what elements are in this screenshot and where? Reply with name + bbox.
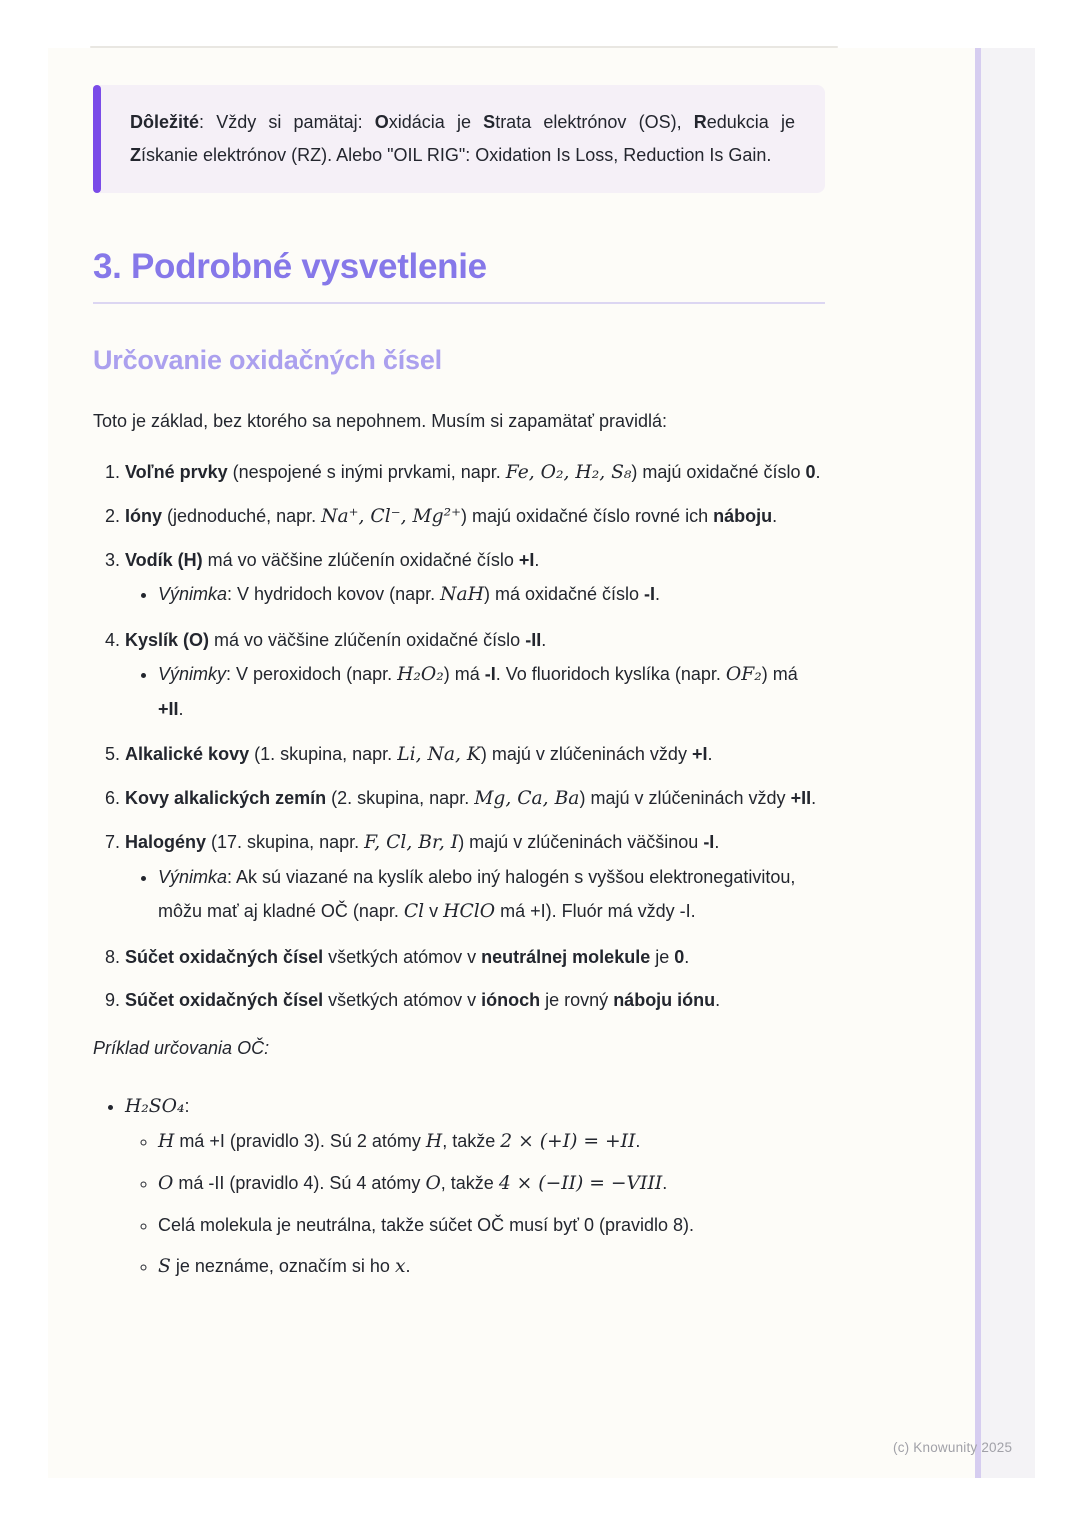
rule-exceptions-list <box>125 577 825 612</box>
example-step-4: ◦ S je neznáme, označím si ho x. <box>158 1249 825 1284</box>
example-label: Príklad určovania OČ: <box>93 1038 270 1058</box>
document-content <box>93 85 825 1291</box>
rule-exceptions-list <box>125 860 825 929</box>
example-steps-list <box>125 1124 825 1284</box>
example-step-1: ◦ H má +I (pravidlo 3). Sú 2 atómy H, takže 2 × (+I) = +II. <box>158 1124 825 1159</box>
rule-exception: • Výnimky: V peroxidoch (napr. H₂O₂) má -I. Vo fluoridoch kyslíka (napr. OF₂) má +II. <box>158 657 825 726</box>
rule-item-8 <box>125 940 825 974</box>
rule-text: Alkalické kovy (1. skupina, napr. Li, Na, K) majú v zlúčeninách vždy +I. <box>125 744 713 765</box>
example-compound-item <box>125 1089 825 1284</box>
rule-exception: • Výnimka: V hydridoch kovov (napr. NaH) má oxidačné číslo -I. <box>158 577 825 612</box>
example-compound: • H₂SO₄: <box>125 1096 190 1117</box>
example-step-2: ◦ O má -II (pravidlo 4). Sú 4 atómy O, takže 4 × (−II) = −VIII. <box>158 1166 825 1201</box>
rule-item-5 <box>125 737 825 772</box>
section-heading: 3. Podrobné vysvetlenie <box>93 247 487 286</box>
heading-divider <box>93 302 825 304</box>
rule-item-1 <box>125 455 825 490</box>
rule-item-3 <box>125 543 825 612</box>
rule-text: Kyslík (O) má vo väčšine zlúčenín oxidačné číslo -II. <box>125 630 547 650</box>
rule-item-4 <box>125 623 825 726</box>
rule-exceptions-list <box>125 657 825 726</box>
copyright-notice: (c) Knowunity 2025 <box>893 1440 1013 1455</box>
callout-text: Dôležité: Vždy si pamätaj: Oxidácia je Strata elektrónov (OS), Redukcia je Získanie elektrónov (RZ). Alebo "OIL RIG": Oxidation Is Loss, Reduction Is Gain. <box>130 112 795 165</box>
rule-text: Vodík (H) má vo väčšine zlúčenín oxidačné číslo +I. <box>125 550 540 570</box>
rule-item-9 <box>125 983 825 1017</box>
important-callout <box>93 85 825 193</box>
rule-item-6 <box>125 781 825 816</box>
rule-text: Súčet oxidačných čísel všetkých atómov v iónoch je rovný náboju iónu. <box>125 990 721 1010</box>
example-step-3: ◦ Celá molekula je neutrálna, takže súčet OČ musí byť 0 (pravidlo 8). <box>158 1208 825 1242</box>
rule-text: Voľné prvky (nespojené s inými prvkami, napr. Fe, O₂, H₂, S₈) majú oxidačné číslo 0. <box>125 462 821 483</box>
next-page-edge-panel <box>975 48 1035 1478</box>
rule-item-7 <box>125 825 825 929</box>
rule-text: Kovy alkalických zemín (2. skupina, napr. Mg, Ca, Ba) majú v zlúčeninách vždy +II. <box>125 788 817 809</box>
intro-paragraph: Toto je základ, bez ktorého sa nepohnem. Musím si zapamätať pravidlá: <box>93 411 668 431</box>
rules-list <box>93 455 825 1017</box>
subsection-heading: Určovanie oxidačných čísel <box>93 345 442 375</box>
example-list <box>93 1089 825 1284</box>
callout-accent-bar <box>93 85 101 193</box>
rule-item-2 <box>125 499 825 534</box>
rule-text: Súčet oxidačných čísel všetkých atómov v neutrálnej molekule je 0. <box>125 947 690 967</box>
rule-text: Halogény (17. skupina, napr. F, Cl, Br, I) majú v zlúčeninách väčšinou -I. <box>125 832 720 853</box>
rule-exception: • Výnimka: Ak sú viazané na kyslík alebo iný halogén s vyššou elektronegativitou, môžu mať aj kladné OČ (napr. Cl v HClO má +I). Fluór má vždy -I. <box>158 860 825 929</box>
rule-text: Ióny (jednoduché, napr. Na⁺, Cl⁻, Mg²⁺) majú oxidačné číslo rovné ich náboju. <box>125 506 778 527</box>
